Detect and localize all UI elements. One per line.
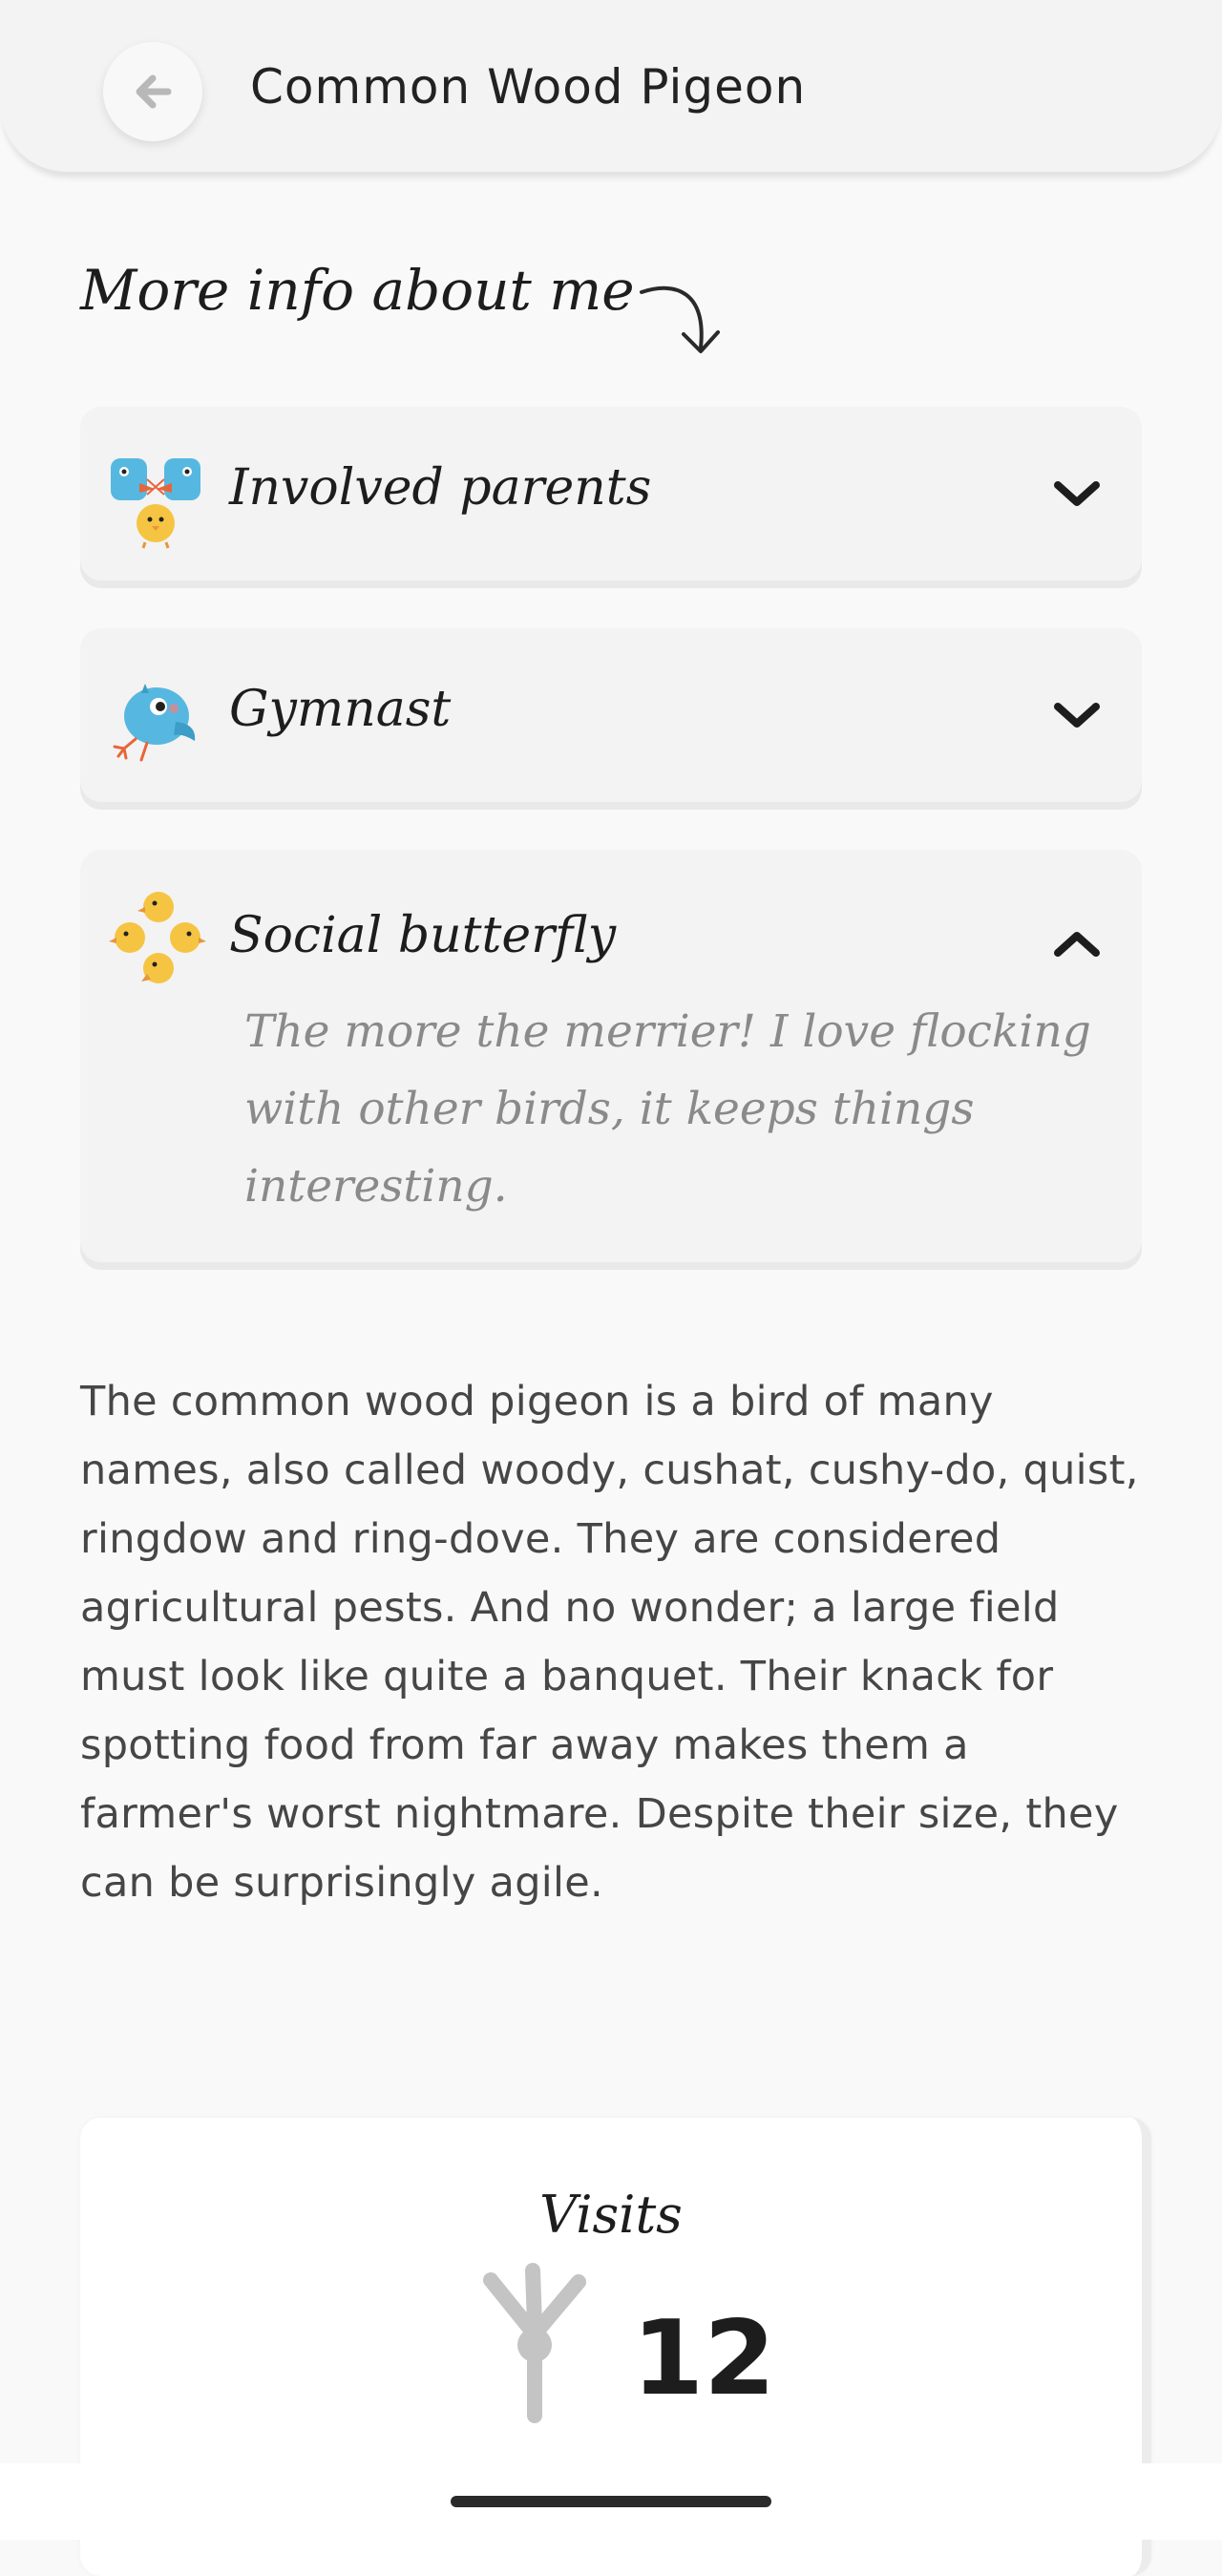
trait-label: Gymnast [229, 681, 452, 738]
trait-card-social-butterfly[interactable] [80, 850, 1142, 1262]
trait-label: Social butterfly [229, 907, 617, 964]
chevron-down-icon[interactable] [1050, 697, 1104, 735]
back-arrow-icon [130, 69, 176, 115]
back-button[interactable] [103, 42, 202, 141]
curved-arrow-icon [638, 279, 726, 361]
visits-label: Visits [539, 2185, 683, 2245]
bird-footprint-icon [477, 2263, 592, 2425]
trait-label: Involved parents [229, 459, 652, 517]
home-indicator[interactable] [451, 2496, 771, 2507]
trait-card-involved-parents[interactable] [80, 407, 1142, 581]
trait-card-gymnast[interactable] [80, 628, 1142, 802]
visits-count: 12 [632, 2299, 776, 2418]
chevron-down-icon[interactable] [1050, 475, 1104, 514]
chevron-up-icon[interactable] [1050, 924, 1104, 962]
page-title: Common Wood Pigeon [250, 59, 807, 115]
section-heading: More info about me [80, 258, 635, 323]
trait-description: The more the merrier! I love flocking with other birds, it keeps things interesting. [244, 1005, 1091, 1213]
flock-birds-icon [103, 884, 208, 989]
acrobat-bird-icon [103, 665, 208, 770]
top-app-bar [0, 0, 1222, 172]
parent-birds-icon [103, 445, 208, 550]
bird-description: The common wood pigeon is a bird of many names, also called woody, cushat, cushy-do, quist, ringdow and ring-dove. They are considered agricultural pests. And no wonder; a large field must look like quite a banquet. Their knack for spotting food from far away makes them a farmer's worst nightmare. Despite their size, they can be surprisingly agile. [80, 1378, 1139, 1907]
